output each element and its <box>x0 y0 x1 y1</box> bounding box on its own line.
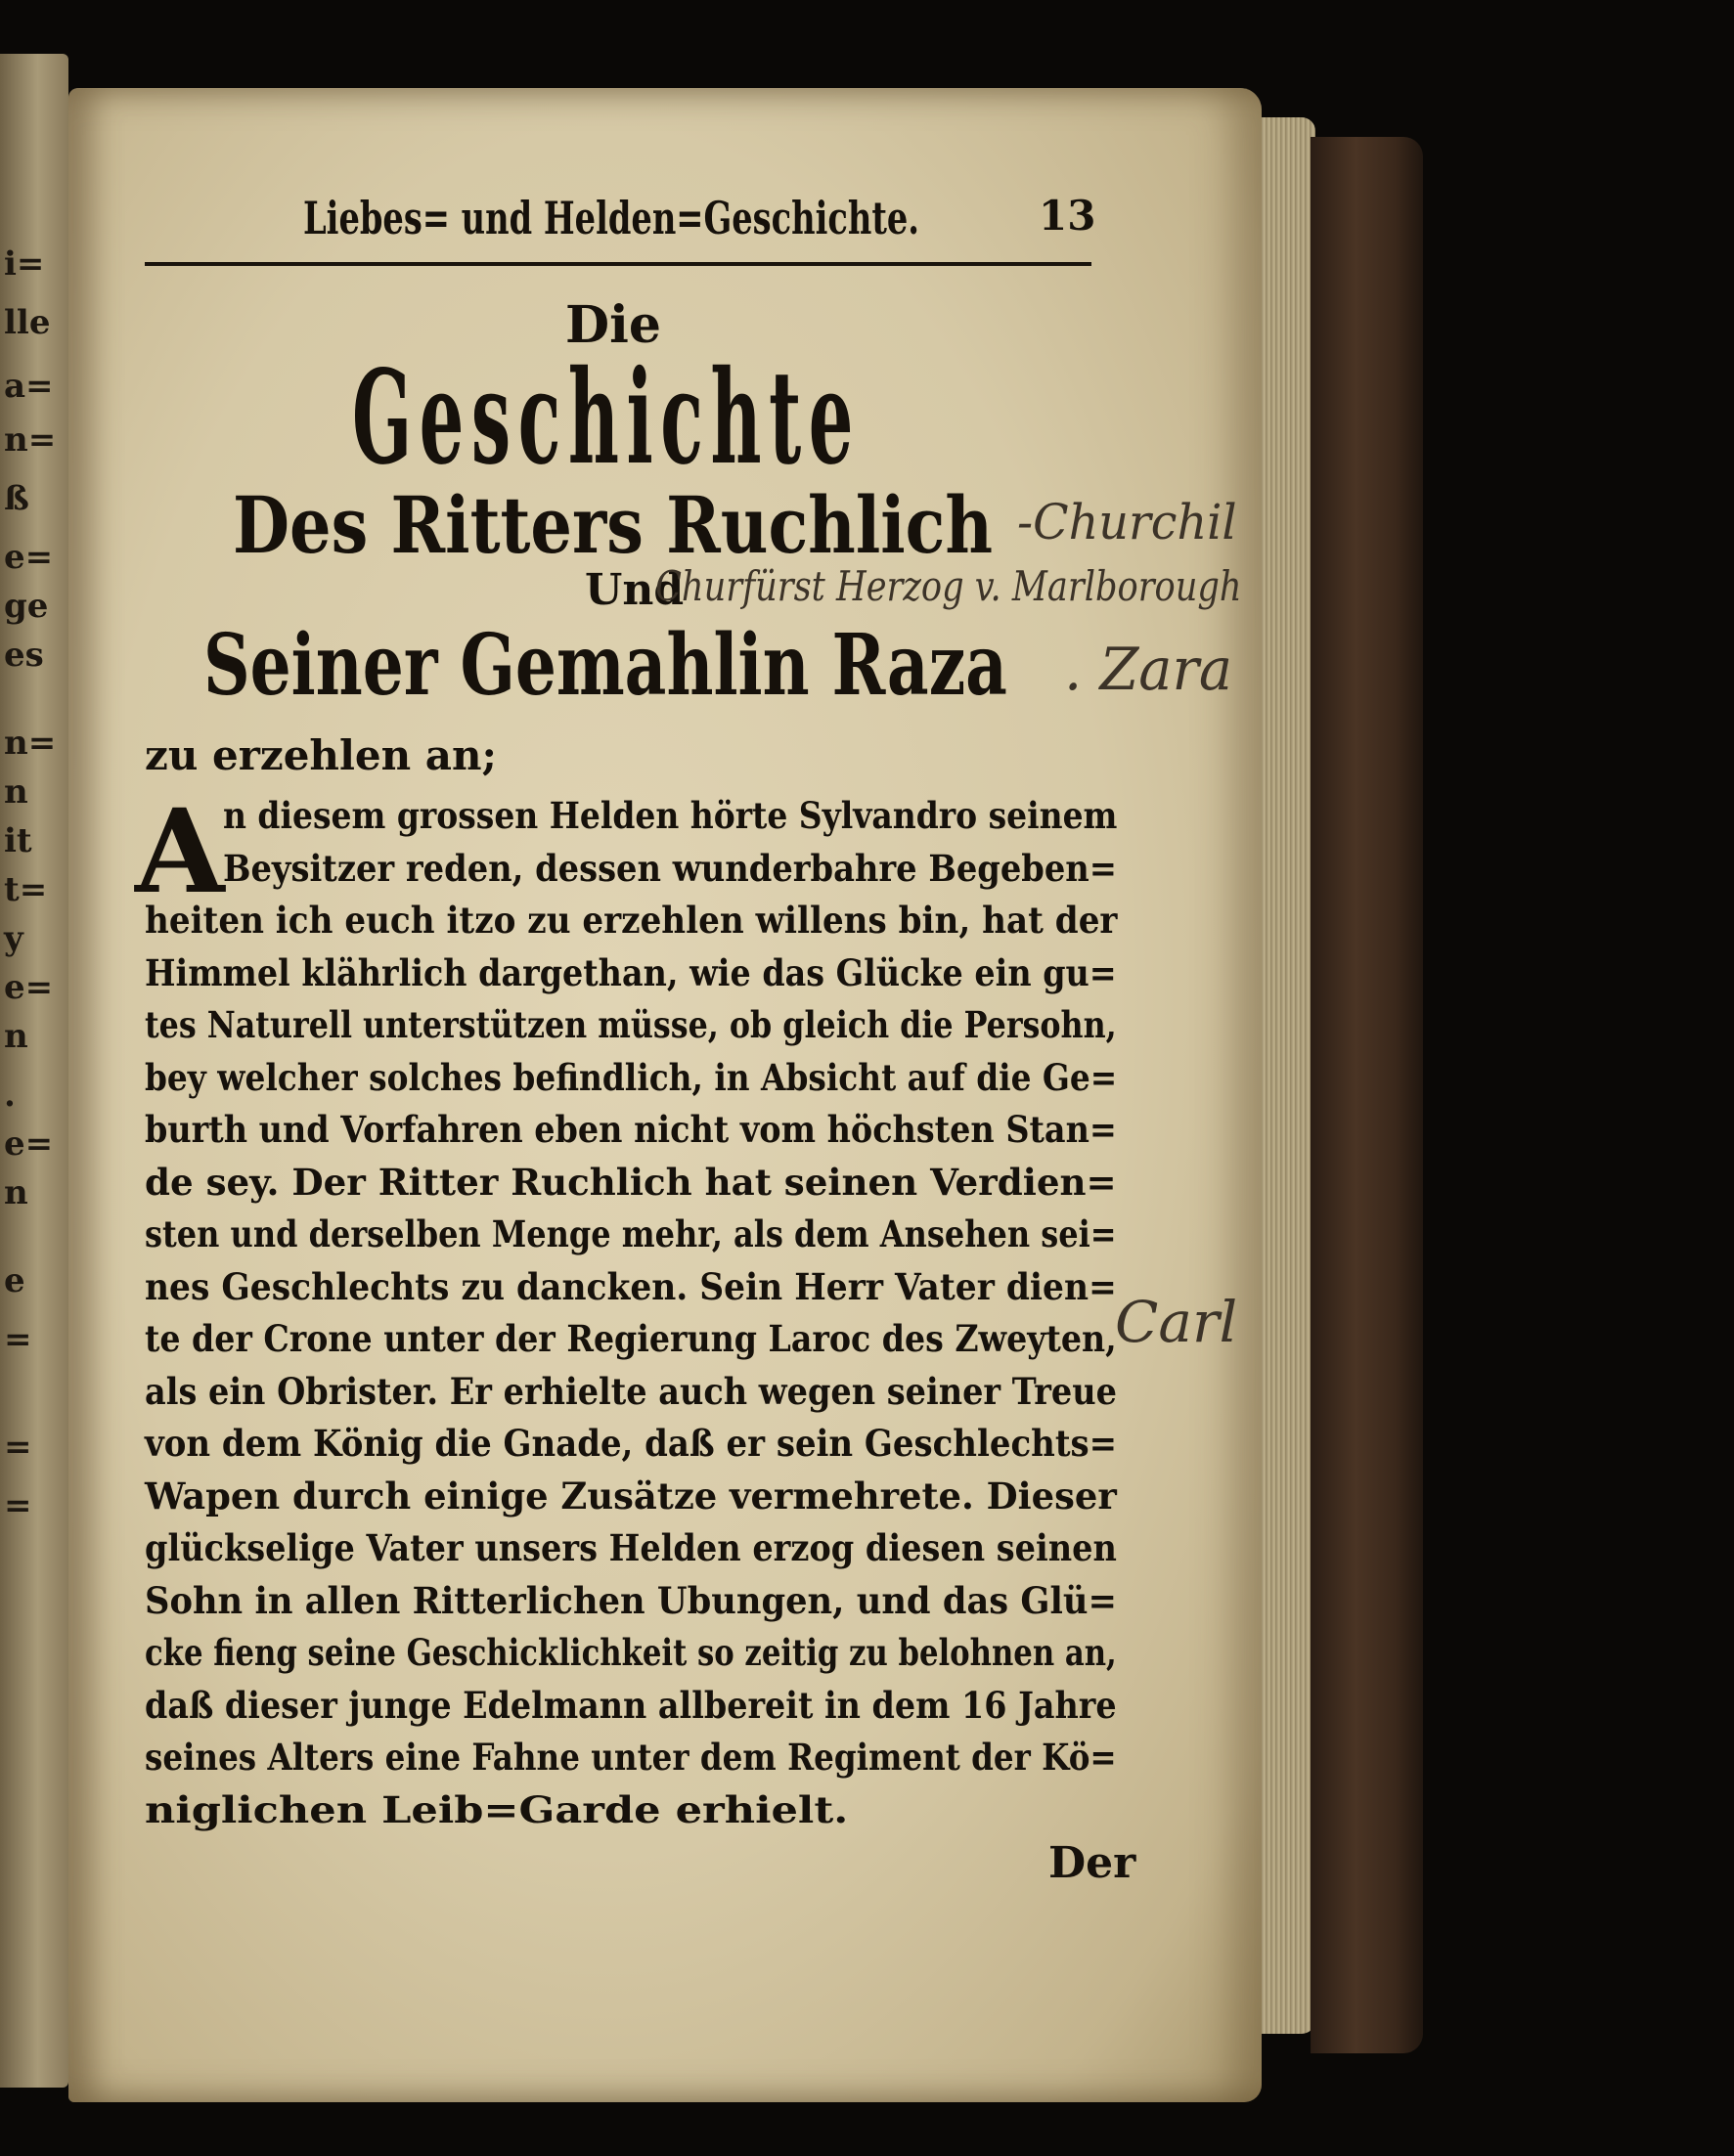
handwritten-carl: Carl <box>1115 1289 1238 1355</box>
left-page-fragment: = <box>4 1320 32 1359</box>
body-line: nes Geschlechts zu dancken. Sein Herr Vater dien= <box>145 1264 1117 1308</box>
title-die: Die <box>565 295 661 355</box>
handwritten-zara: . Zara <box>1064 636 1233 704</box>
title-und: Und <box>585 565 685 615</box>
page-block-edge <box>1262 117 1315 2034</box>
left-page-fragment: = <box>4 1428 32 1467</box>
left-page-fragment: lle <box>4 303 51 342</box>
body-line: glückselige Vater unsers Helden erzog diesen seinen <box>145 1526 1117 1569</box>
intro-line: zu erzehlen an; <box>145 731 498 779</box>
body-line: Wapen durch einige Zusätze vermehrete. Dieser <box>145 1474 1117 1518</box>
left-page-edge <box>0 54 68 2088</box>
body-line: daß dieser junge Edelmann allbereit in dem 16 Jahre <box>145 1683 1117 1727</box>
book-cover <box>1311 137 1423 2053</box>
left-page-fragment: = <box>4 1486 32 1525</box>
title-geschichte: Geschichte <box>352 342 861 494</box>
body-line: Himmel klährlich dargethan, wie das Glücke ein gu= <box>145 950 1117 994</box>
handwritten-marlborough: Churfürst Herzog v. Marlborough <box>655 562 1242 610</box>
body-line: sten und derselben Menge mehr, als dem Ansehen sei= <box>145 1212 1117 1255</box>
page-number: 13 <box>1039 192 1096 240</box>
title-ritter-ruchlich: Des Ritters Ruchlich <box>233 479 994 571</box>
body-line: Sohn in allen Ritterlichen Ubungen, und das Glü= <box>145 1578 1118 1622</box>
running-head: Liebes= und Helden=Geschichte. <box>303 192 920 244</box>
title-gemahlin-raza: Seiner Gemahlin Raza <box>203 616 1007 715</box>
left-page-fragment: i= <box>4 244 45 284</box>
body-line: cke fieng seine Geschicklichkeit so zeitig zu belohnen an, <box>145 1631 1117 1674</box>
left-page-fragment: e= <box>4 1124 54 1164</box>
body-line: von dem König die Gnade, daß er sein Geschlechts= <box>145 1422 1118 1465</box>
left-page-fragment: e= <box>4 538 54 577</box>
body-line: tes Naturell unterstützen müsse, ob gleich die Persohn, <box>145 1003 1117 1046</box>
body-line: seines Alters eine Fahne unter dem Regiment der Kö= <box>145 1736 1117 1779</box>
handwritten-churchill: -Churchil <box>1017 494 1237 550</box>
left-page-fragment: a= <box>4 367 54 406</box>
body-line: Beysitzer reden, dessen wunderbahre Begeben= <box>223 846 1118 890</box>
body-line: niglichen Leib=Garde erhielt. <box>145 1787 849 1831</box>
body-line: de sey. Der Ritter Ruchlich hat seinen Verdien= <box>145 1160 1117 1204</box>
left-page-fragment: e= <box>4 968 54 1007</box>
header-rule <box>145 262 1091 266</box>
left-page-fragment: n= <box>4 420 57 460</box>
body-line: te der Crone unter der Regierung Laroc des Zweyten, <box>145 1317 1117 1360</box>
left-page-fragment: t= <box>4 870 48 909</box>
left-page-fragment: n <box>4 1017 28 1056</box>
left-page-fragment: n <box>4 1173 28 1212</box>
body-line: als ein Obrister. Er erhielte auch wegen seiner Treue <box>145 1369 1117 1413</box>
body-line: n diesem grossen Helden hörte Sylvandro seinem <box>223 794 1118 837</box>
left-page-fragment: . <box>4 1076 16 1115</box>
left-page-fragment: ß <box>4 479 29 518</box>
body-line: heiten ich euch itzo zu erzehlen willens bin, hat der <box>145 899 1118 942</box>
left-page-fragment: n <box>4 772 28 812</box>
body-line: bey welcher solches befindlich, in Absicht auf die Ge= <box>145 1055 1118 1099</box>
body-line: burth und Vorfahren eben nicht vom höchsten Stan= <box>145 1108 1117 1151</box>
left-page-fragment: e <box>4 1261 25 1300</box>
left-page-fragment: n= <box>4 724 57 763</box>
left-page-fragment: y <box>4 919 23 958</box>
left-page-fragment: it <box>4 821 32 860</box>
catchword: Der <box>1048 1838 1136 1888</box>
left-page-fragment: ge <box>4 587 49 626</box>
drop-cap: A <box>135 783 225 919</box>
left-page-fragment: es <box>4 636 44 675</box>
